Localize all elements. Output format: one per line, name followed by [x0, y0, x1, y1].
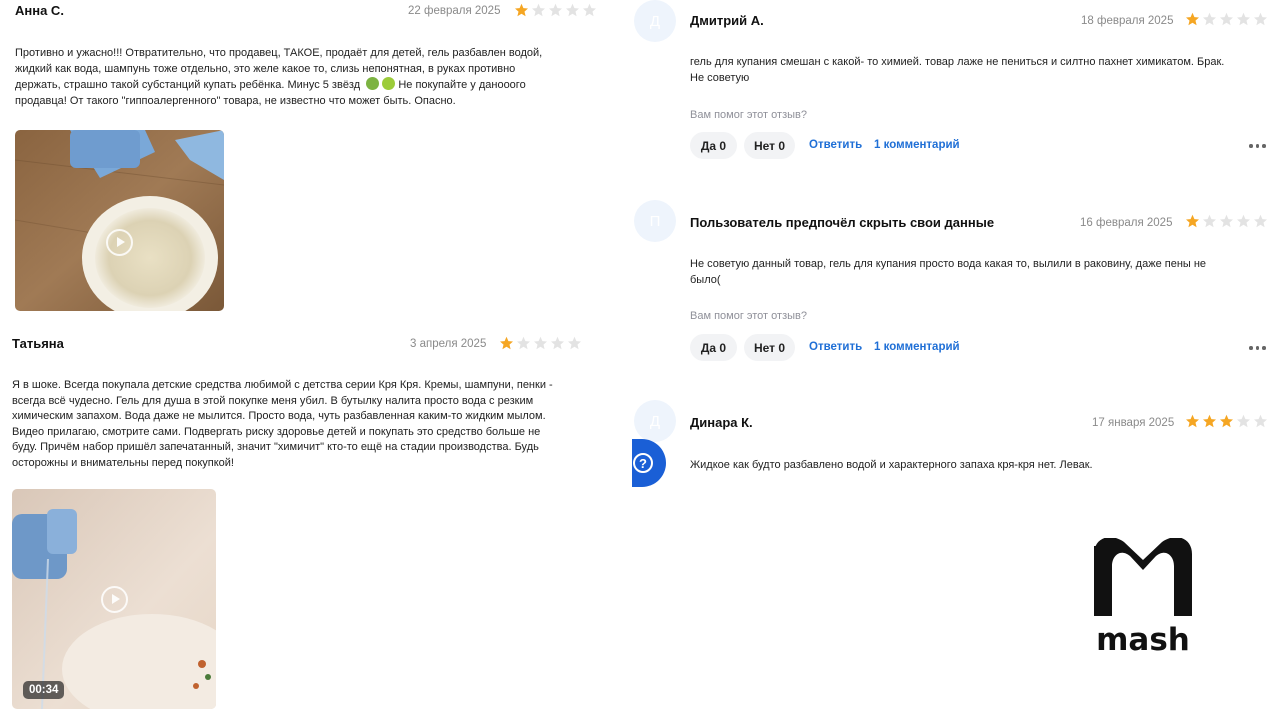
mash-logo: [1092, 538, 1194, 654]
helpful-no-button[interactable]: Нет 0: [744, 334, 795, 361]
helpful-yes-button[interactable]: Да 0: [690, 132, 737, 159]
more-options-icon[interactable]: [1249, 346, 1266, 350]
rating-stars: [514, 3, 597, 18]
review-date: 18 февраля 2025: [1081, 15, 1174, 27]
star-empty-icon: [1219, 214, 1234, 229]
star-empty-icon: [567, 336, 582, 351]
question-icon: ?: [633, 453, 653, 473]
rating-stars: [1185, 12, 1268, 27]
review-text-line: продавца! От такого "гиппоалергенного" товара, не известно что может быть. Опасно.: [15, 94, 456, 107]
avatar: Д: [634, 0, 676, 42]
rating-stars: [1185, 214, 1268, 229]
comments-link[interactable]: 1 комментарий: [874, 139, 960, 151]
vomit-face-emoji: [382, 77, 395, 90]
review-video-thumbnail[interactable]: [15, 130, 224, 311]
video-duration-badge: 00:34: [23, 681, 64, 699]
star-empty-icon: [531, 3, 546, 18]
review-text-line: Противно и ужасно!!! Отвратительно, что продавец, ТАКОЕ, продаёт для детей, гель разбавлен водой,: [15, 47, 543, 59]
review-text-line: гель для купания смешан с какой- то химией. товар лаже не пениться и силтно пахнет химикатом. Брак.: [690, 56, 1225, 68]
sick-face-emoji: [366, 77, 379, 90]
play-icon[interactable]: [101, 586, 128, 613]
star-empty-icon: [548, 3, 563, 18]
star-empty-icon: [565, 3, 580, 18]
reply-link[interactable]: Ответить: [809, 139, 863, 151]
star-filled-icon: [1202, 414, 1217, 429]
review-author[interactable]: Татьяна: [12, 336, 64, 351]
review-text-line: Не советую: [690, 71, 750, 84]
star-empty-icon: [550, 336, 565, 351]
reply-link[interactable]: Ответить: [809, 341, 863, 353]
star-empty-icon: [1219, 12, 1234, 27]
review-text-line: химическим запахом. Вода даже не мылится. Просто вода, чуть разбавленная каким-то жидким мылом.: [12, 410, 546, 423]
svg-text:mash: mash: [1096, 622, 1190, 654]
star-filled-icon: [1185, 214, 1200, 229]
review-text-line: Жидкое как будто разбавлено водой и характерного запаха кря-кря нет. Левак.: [690, 459, 1093, 471]
star-empty-icon: [1253, 214, 1268, 229]
more-options-icon[interactable]: [1249, 144, 1266, 148]
helpful-question: Вам помог этот отзыв?: [690, 310, 807, 322]
review-text-line: жидкий как вода, шампунь тоже отдельно, это желе какое то, слизь непонятная, в руках противно: [15, 62, 516, 75]
review-text: [690, 458, 1270, 474]
review-video-thumbnail[interactable]: [12, 489, 216, 709]
review-author[interactable]: Пользователь предпочёл скрыть свои данные: [690, 215, 995, 230]
avatar: Д: [634, 400, 676, 442]
review-text-line: держать, страшно такой субстанций купать ребёнка. Минус 5 звёзд Не покупайте у данооого: [15, 79, 526, 92]
rating-stars: [1185, 414, 1268, 429]
review-date: 3 апреля 2025: [410, 338, 487, 350]
star-empty-icon: [516, 336, 531, 351]
star-filled-icon: [1219, 414, 1234, 429]
star-empty-icon: [1202, 214, 1217, 229]
star-filled-icon: [1185, 12, 1200, 27]
star-filled-icon: [1185, 414, 1200, 429]
review-text-line: Видео прилагаю, смотрите сами. Подвергать риску здоровье детей и покупать это средство больше не: [12, 425, 541, 438]
star-empty-icon: [582, 3, 597, 18]
star-empty-icon: [1236, 214, 1251, 229]
helpful-no-button[interactable]: Нет 0: [744, 132, 795, 159]
star-filled-icon: [514, 3, 529, 18]
review-text: [12, 378, 602, 472]
helpful-yes-button[interactable]: Да 0: [690, 334, 737, 361]
star-empty-icon: [1236, 414, 1251, 429]
star-empty-icon: [1253, 12, 1268, 27]
help-button[interactable]: [632, 439, 666, 487]
review-text-line: Не советую данный товар, гель для купания просто вода какая то, вылили в раковину, даже пены не: [690, 258, 1207, 270]
comments-link[interactable]: 1 комментарий: [874, 341, 960, 353]
review-text-line: осторожны и внимательны перед покупкой!: [12, 456, 234, 469]
star-empty-icon: [533, 336, 548, 351]
star-empty-icon: [1236, 12, 1251, 27]
avatar: П: [634, 200, 676, 242]
play-icon[interactable]: [106, 229, 133, 256]
star-empty-icon: [1202, 12, 1217, 27]
review-text: [690, 257, 1270, 288]
review-text-line: Я в шоке. Всегда покупала детские средства любимой с детства серии Кря Кря. Кремы, шампуни, пенки -: [12, 379, 553, 391]
star-filled-icon: [499, 336, 514, 351]
review-date: 17 января 2025: [1092, 417, 1175, 429]
star-empty-icon: [1253, 414, 1268, 429]
rating-stars: [499, 336, 582, 351]
review-author[interactable]: Динара К.: [690, 415, 753, 430]
review-author[interactable]: Дмитрий А.: [690, 13, 764, 28]
review-author[interactable]: Анна С.: [15, 3, 64, 18]
review-text-line: всегда всё чудесно. Гель для душа в этой покупке меня убил. В бутылку налита просто вода с резким: [12, 394, 534, 407]
review-text: [15, 46, 600, 109]
video-frame-image: [15, 130, 224, 311]
review-text: [690, 55, 1270, 86]
review-date: 16 февраля 2025: [1080, 217, 1173, 229]
review-date: 22 февраля 2025: [408, 5, 501, 17]
review-text-line: было(: [690, 273, 721, 286]
helpful-question: Вам помог этот отзыв?: [690, 109, 807, 121]
review-text-line: буду. Причём набор пришёл запечатанный, значит "химичит" кто-то ещё на стадии производства. Будь: [12, 441, 539, 454]
